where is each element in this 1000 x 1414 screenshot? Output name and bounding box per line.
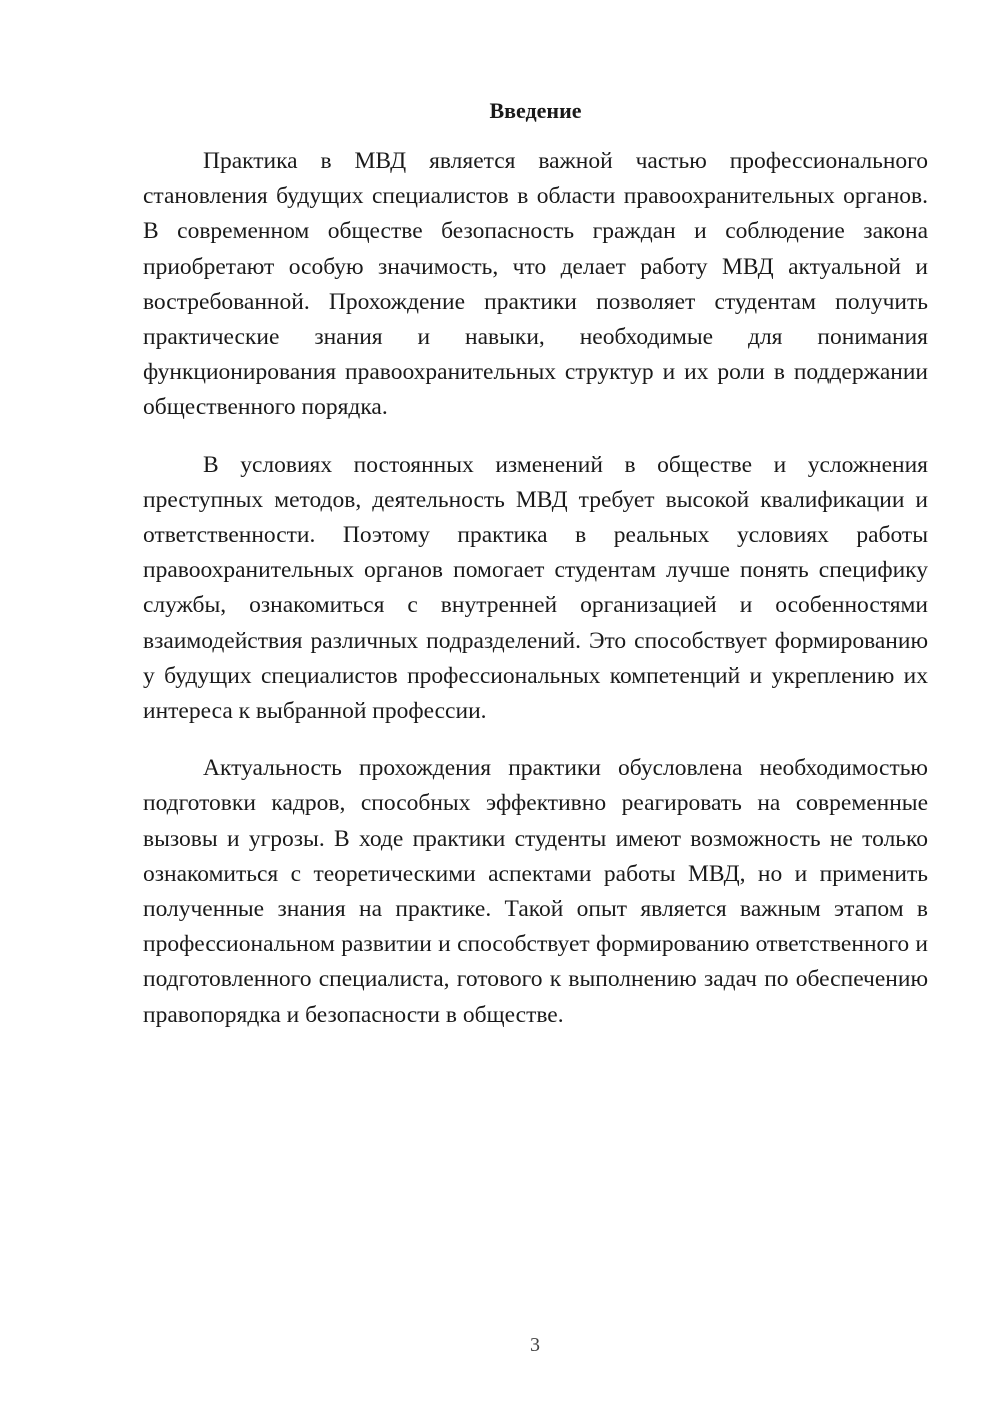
page-body [143,96,928,1055]
page-number: 3 [530,1334,540,1356]
paragraph-3: Актуальность прохождения практики обусловлена необходимостью подготовки кадров, способных эффективно реагировать на современные вызовы и угрозы. В ходе практики студенты имеют возможность не только ознакомиться с теоретическими аспектами работы МВД, но и применить полученные знания на практике. Такой опыт является важным этапом в профессиональном развитии и способствует формированию ответственного и подготовленного специалиста, готового к выполнению задач по обеспечению правопорядка и безопасности в обществе. [143,755,928,1028]
paragraph-1: Практика в МВД является важной частью профессионального становления будущих специалистов в области правоохранительных органов. В современном обществе безопасность граждан и соблюдение закона приобретают особую значимость, что делает работу МВД актуальной и востребованной. Прохождение практики позволяет студентам получить практические знания и навыки, необходимые для понимания функционирования правоохранительных структур и их роли в поддержании общественного порядка. [143,148,928,421]
section-heading: Введение [489,98,582,123]
paragraph-2: В условиях постоянных изменений в обществе и усложнения преступных методов, деятельность МВД требует высокой квалификации и ответственности. Поэтому практика в реальных условиях работы правоохранительных органов помогает студентам лучше понять специфику службы, ознакомиться с внутренней организацией и особенностями взаимодействия различных подразделений. Это способствует формированию у будущих специалистов профессиональных компетенций и укреплению их интереса к выбранной профессии. [143,451,928,725]
